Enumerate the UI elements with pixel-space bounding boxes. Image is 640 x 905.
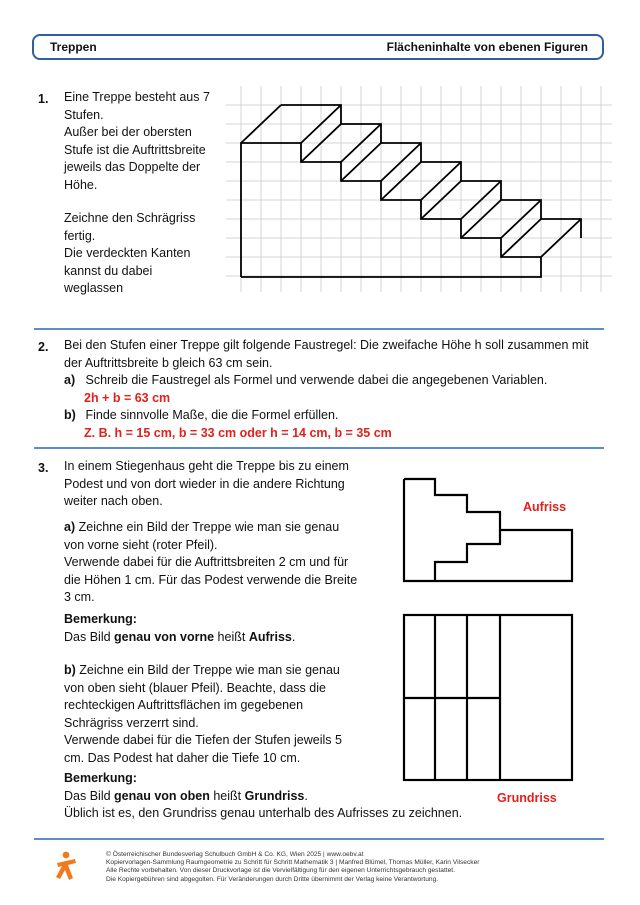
remark-text: . [291, 629, 296, 644]
separator [34, 447, 604, 449]
task2-b-answer: Z. B. h = 15 cm, b = 33 cm oder h = 14 cm, b = 35 cm [84, 425, 392, 440]
task3-b-line: Zeichne ein Bild der Treppe wie man sie genau [79, 663, 340, 677]
task3-number: 3. [38, 461, 49, 475]
remark-text: Das Bild [64, 788, 115, 803]
remark-text: heißt [214, 629, 249, 644]
task3-a-line: Verwende dabei für die Auftrittsbreiten 2 cm und für [64, 555, 349, 570]
task3-b-line: Schrägriss verzerrt sind. [64, 715, 199, 730]
remark-bold: Grundriss [244, 788, 305, 803]
header-box [32, 34, 604, 60]
task2-a-text: Schreib die Faustregel als Formel und verwende dabei die angegebenen Variablen. [85, 373, 548, 388]
task1-line: Die verdeckten Kanten [64, 246, 191, 261]
task3-b-label: b) [64, 663, 76, 677]
task3-part-a [64, 519, 394, 607]
task1-line: Eine Treppe besteht aus 7 [64, 90, 210, 104]
task1-line: Höhe. [64, 177, 98, 192]
task1-line: kannst du dabei [64, 263, 153, 278]
task3-a-line: von vorne sieht (roter Pfeil). [64, 537, 218, 552]
task2-b-text: Finde sinnvolle Maße, die die Formel erfüllen. [85, 408, 339, 423]
task3-b-line: rechteckigen Auftrittsflächen im gegebenen [64, 698, 304, 713]
header-chapter: Flächeninhalte von ebenen Figuren [386, 40, 588, 54]
task3-a-line: die Höhen 1 cm. Für das Podest verwende die Breite [64, 572, 358, 587]
task2-text [64, 337, 609, 443]
task1-line: jeweils das Doppelte der [64, 160, 201, 175]
task3-b-line: Verwende dabei für die Tiefen der Stufen jeweils 5 [64, 733, 342, 748]
remark-text: Üblich ist es, den Grundriss genau unterhalb des Aufrisses zu zeichnen. [64, 806, 463, 821]
task1-line: Außer bei der obersten [64, 125, 192, 140]
task1-line: Stufe ist die Auftrittsbreite [64, 142, 206, 157]
task1-line: fertig. [64, 228, 96, 243]
task1-line: weglassen [64, 281, 124, 296]
grundriss-lines [404, 615, 572, 780]
task2-a-label: a) [64, 373, 76, 388]
task3-a-line: Zeichne ein Bild der Treppe wie man sie genau [78, 520, 340, 534]
task2-intro-line: Bei den Stufen einer Treppe gilt folgende Faustregel: Die zweifache Höhe h soll zusammen mit [64, 338, 589, 352]
aufriss-label: Aufriss [523, 500, 567, 514]
drawing-grid [226, 86, 612, 292]
task3-a-line: 3 cm. [64, 590, 95, 605]
task2-a-answer: 2h + b = 63 cm [84, 390, 171, 405]
aufriss-outline [404, 479, 572, 581]
task2-number: 2. [38, 340, 49, 354]
remark-text: heißt [209, 788, 245, 803]
remark-bold: genau von vorne [114, 629, 215, 644]
task1-line: Stufen. [64, 107, 104, 122]
separator [34, 838, 604, 840]
aufriss-lower-steps [435, 530, 500, 581]
remark-title: Bemerkung: [64, 771, 137, 785]
remark-text: Das Bild [64, 629, 115, 644]
task2-b-label: b) [64, 408, 76, 423]
task2-intro-line: der Auftrittsbreite b gleich 63 cm sein. [64, 355, 273, 370]
remark-bold: genau von oben [114, 788, 210, 803]
staircase-oblique-drawing [226, 86, 612, 292]
task3-intro [64, 458, 384, 511]
footer-copyright [106, 851, 479, 884]
task3-a-label: a) [64, 520, 76, 534]
task3-b-line: cm. Das Podest hat daher die Tiefe 10 cm. [64, 750, 301, 765]
staircase-lines [241, 105, 581, 277]
footer-line: Kopiervorlagen-Sammlung Raumgeometrie zu Schritt für Schritt Mathematik 3 | Manfred Blümel, Thomas Müller, Karin Vilsecker [106, 859, 480, 867]
task1-line: Zeichne den Schrägriss [64, 211, 196, 225]
header-topic: Treppen [50, 40, 97, 54]
task3-b-line: von oben sieht (blauer Pfeil). Beachte, dass die [64, 680, 326, 695]
footer-line: Alle Rechte vorbehalten. Von dieser Druckvorlage ist die Vervielfältigung für den eigenen Unterrichtsgebrauch gestattet. [106, 867, 455, 875]
grundriss-drawing [400, 612, 580, 784]
task3-part-b [64, 662, 394, 768]
publisher-logo-icon [54, 851, 78, 881]
aufriss-drawing [400, 474, 580, 586]
task1-text-a [64, 89, 210, 195]
task1-number: 1. [38, 92, 49, 106]
task1-text-b [64, 210, 195, 298]
remark-text: . [304, 788, 308, 803]
task3-intro-line: In einem Stiegenhaus geht die Treppe bis zu einem [64, 459, 349, 473]
grundriss-label: Grundriss [497, 791, 557, 805]
task3-intro-line: Podest und von dort wieder in die andere Richtung [64, 476, 345, 491]
remark-title: Bemerkung: [64, 612, 137, 626]
footer-line: © Österreichischer Bundesverlag Schulbuch GmbH & Co. KG, Wien 2025 | www.oebv.at [106, 851, 364, 858]
remark-bold: Aufriss [248, 629, 292, 644]
task3-remark1 [64, 611, 394, 646]
footer-line: Die Kopiergebühren sind abgegolten. Für Veränderungen durch Dritte übernimmt der Verlag keine Verantwortung. [106, 875, 439, 883]
task3-intro-line: weiter nach oben. [64, 494, 163, 509]
separator [34, 328, 604, 330]
